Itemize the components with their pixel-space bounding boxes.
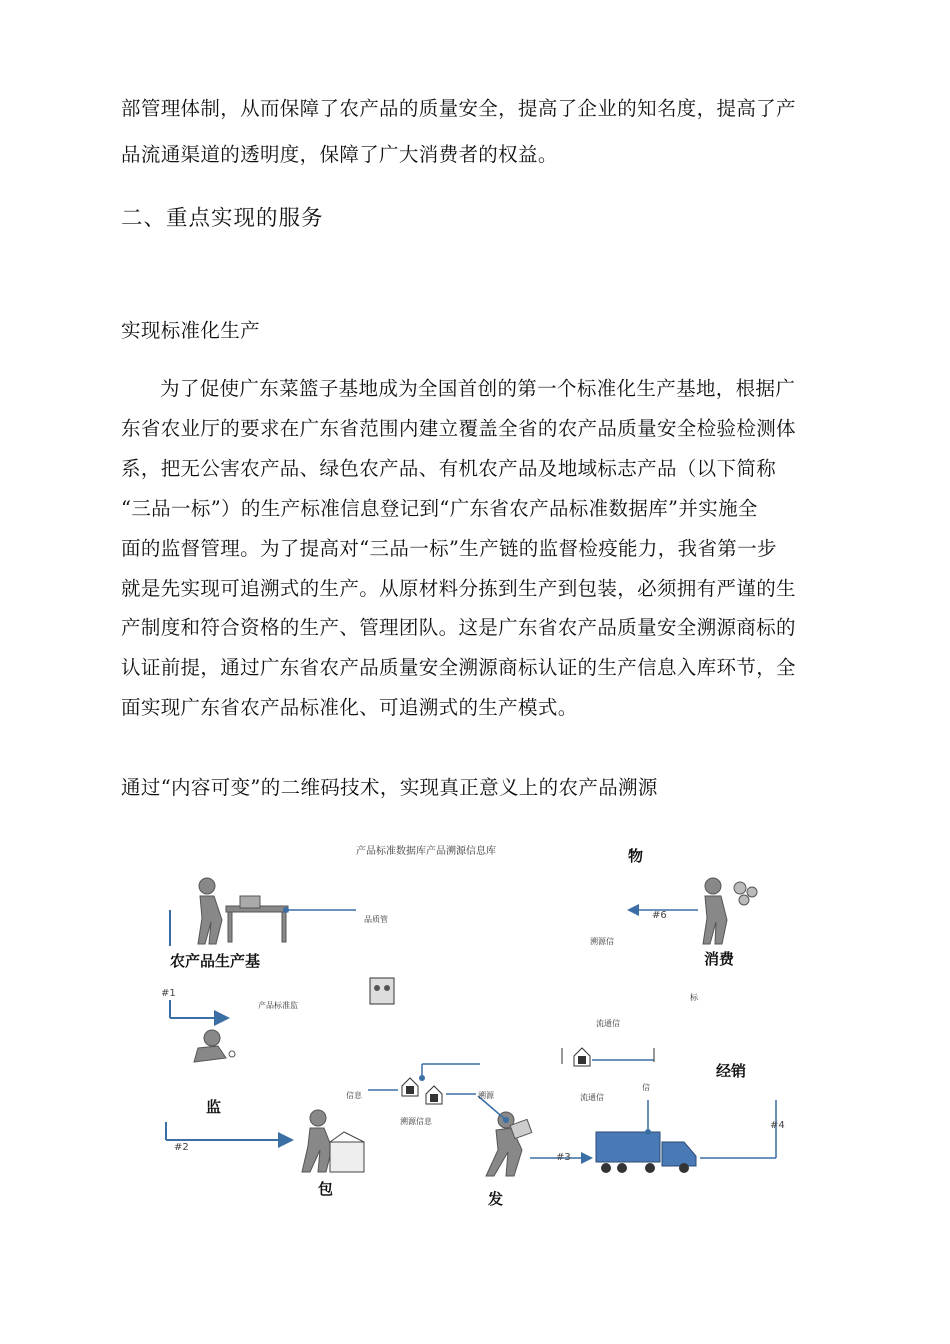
note-logistics: 溯源信息 bbox=[400, 1117, 432, 1126]
subheading: 实现标准化生产 bbox=[121, 319, 260, 342]
producer-figure bbox=[198, 878, 288, 944]
paragraph-line: 认证前提，通过广东省农产品质量安全溯源商标认证的生产信息入库环节，全 bbox=[121, 656, 796, 679]
paragraph-line: 为了促使广东菜篮子基地成为全国首创的第一个标准化生产基地，根据广 bbox=[160, 377, 796, 400]
database-icon bbox=[370, 978, 394, 1004]
shipping-figure bbox=[486, 1112, 532, 1176]
label-icon bbox=[426, 1086, 442, 1104]
supervisor-figure bbox=[194, 1030, 235, 1062]
note-qa: 品质管 bbox=[364, 915, 388, 924]
label-icon bbox=[574, 1048, 590, 1066]
tag-6: #6 bbox=[652, 910, 667, 921]
tag-3: #3 bbox=[556, 1152, 571, 1163]
paragraph-line: 产制度和符合资格的生产、管理团队。这是广东省农产品质量安全溯源商标的 bbox=[121, 616, 796, 639]
consumer-figure bbox=[703, 878, 757, 944]
connector-dot bbox=[283, 907, 289, 913]
truck-icon bbox=[596, 1132, 696, 1173]
note-mark: 信息 bbox=[346, 1091, 362, 1100]
note-flow-2: 流通信 bbox=[580, 1093, 604, 1102]
note-mark: 溯源 bbox=[478, 1091, 494, 1100]
package-figure bbox=[302, 1110, 364, 1172]
note-mark: 信 bbox=[642, 1083, 650, 1092]
subheading: 通过“内容可变”的二维码技术，实现真正意义上的农产品溯源 bbox=[121, 776, 658, 799]
label-package: 包 bbox=[318, 1180, 334, 1198]
tag-4: #4 bbox=[770, 1120, 785, 1131]
tag-1: #1 bbox=[161, 988, 176, 999]
note-flow: 流通信 bbox=[596, 1019, 620, 1028]
label-icon bbox=[402, 1078, 418, 1096]
note-standard: 产品标准监 bbox=[258, 1001, 298, 1010]
paragraph-line: “三品一标”）的生产标准信息登记到“广东省农产品标准数据库”并实施全 bbox=[121, 497, 758, 520]
label-retail: 经销 bbox=[716, 1062, 747, 1080]
body-line: 部管理体制，从而保障了农产品的质量安全，提高了企业的知名度，提高了产 bbox=[121, 97, 796, 120]
paragraph-line: 面的监督管理。为了提高对“三品一标”生产链的监督检疫能力，我省第一步 bbox=[121, 537, 777, 560]
paragraph-line: 东省农业厅的要求在广东省范围内建立覆盖全省的农产品质量安全检验检测体 bbox=[121, 417, 796, 440]
note-mark: 标 bbox=[690, 993, 698, 1002]
paragraph-line: 面实现广东省农产品标准化、可追溯式的生产模式。 bbox=[121, 696, 578, 719]
label-ship: 发 bbox=[488, 1190, 504, 1208]
paragraph-line: 系，把无公害农产品、绿色农产品、有机农产品及地域标志产品（以下简称 bbox=[121, 457, 777, 480]
section-heading: 二、重点实现的服务 bbox=[121, 206, 324, 231]
tag-2: #2 bbox=[174, 1142, 189, 1153]
diagram-title: 产品标准数据库产品溯源信息库 bbox=[356, 846, 496, 857]
label-supervise: 监 bbox=[206, 1098, 222, 1116]
paragraph-line: 就是先实现可追溯式的生产。从原材料分拣到生产到包装，必须拥有严谨的生 bbox=[121, 577, 796, 600]
body-line: 品流通渠道的透明度，保障了广大消费者的权益。 bbox=[121, 143, 558, 166]
label-wu: 物 bbox=[628, 847, 644, 865]
label-consumer: 消费 bbox=[704, 950, 735, 968]
label-producer: 农产品生产基 bbox=[170, 952, 261, 970]
note-trace: 溯源信 bbox=[590, 937, 614, 946]
